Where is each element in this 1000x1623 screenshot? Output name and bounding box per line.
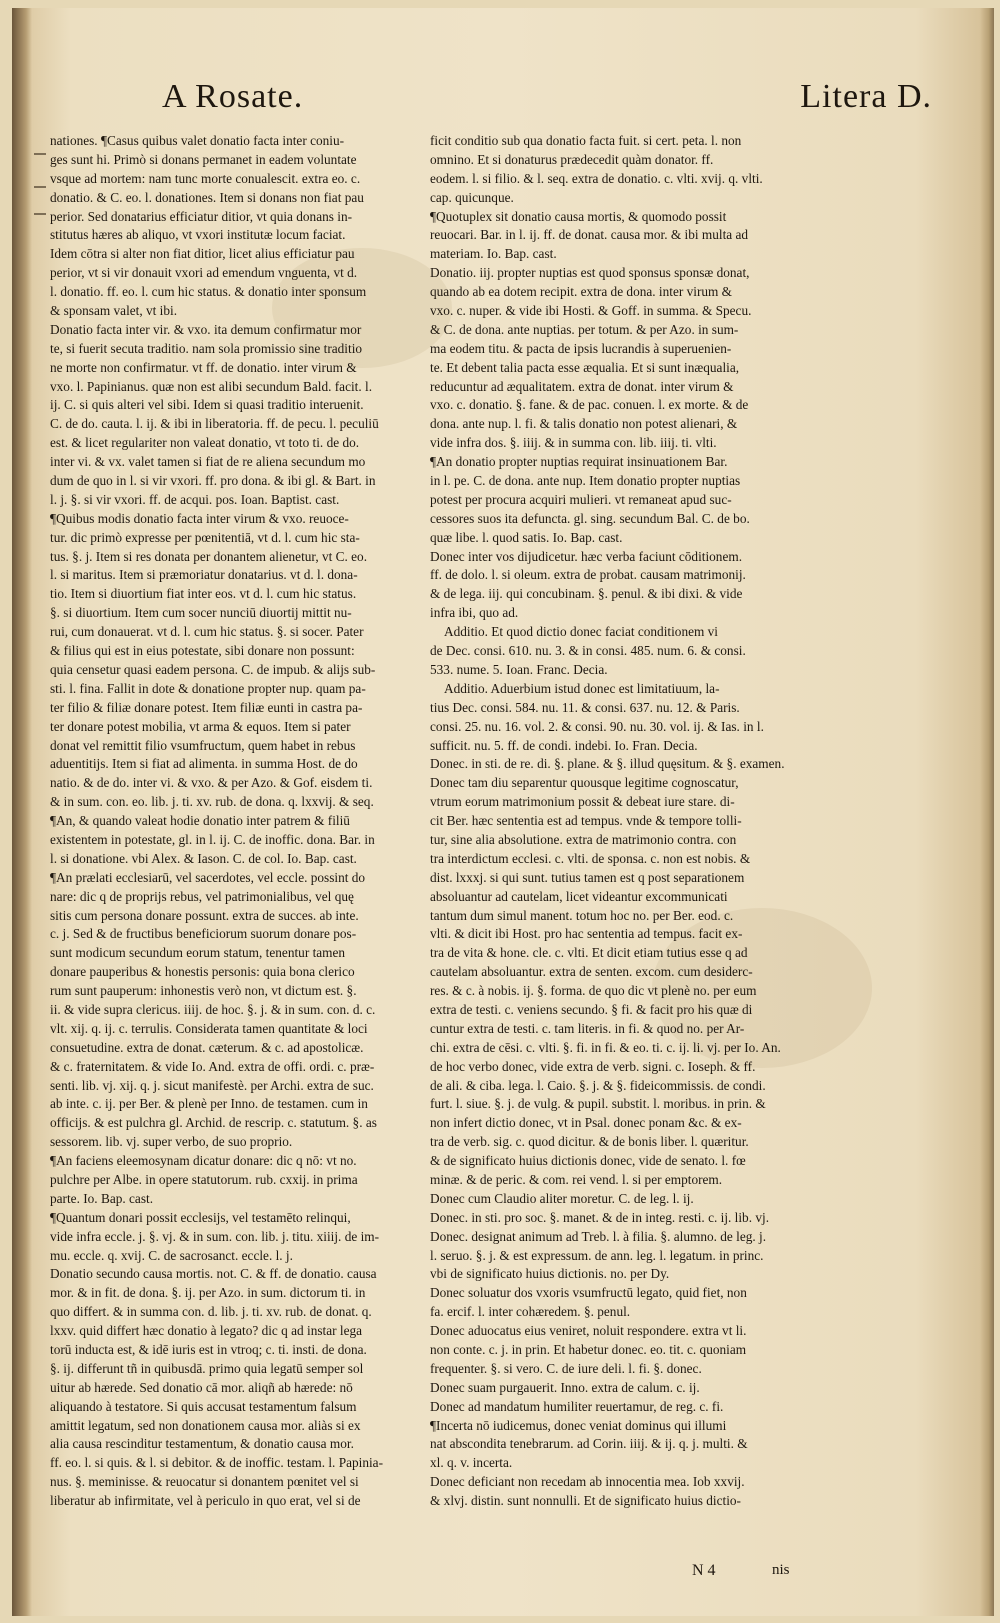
- text-line: chi. extra de cēsi. c. vlti. §. fi. in fi. & eo. ti. c. ij. li. vj. per Io. An.: [430, 1039, 781, 1055]
- text-line: cit Ber. hæc sententia est ad tempus. vnde & tempore tolli-: [430, 813, 742, 829]
- text-line: vsque ad mortem: nam tunc morte conualescit. extra eo. c.: [50, 170, 361, 186]
- text-line: perior, vt si vir donauit vxori ad emendum vnguenta, vt d.: [50, 265, 358, 281]
- text-line: in l. pe. C. de dona. ante nup. Item donatio propter nuptias: [430, 473, 741, 489]
- text-line: & filius qui est in eius potestate, sibi donare non possunt:: [50, 643, 355, 659]
- text-line: donatio. & C. eo. l. donationes. Item si donans non fiat pau: [50, 189, 364, 205]
- text-line: res. & c. à nobis. ij. §. forma. de quo dic vt plenè no. per eum: [430, 983, 757, 999]
- text-line: rum sunt pauperum: inhonestis verò non, vt dictum est. §.: [50, 983, 357, 999]
- text-line: nationes. ¶Casus quibus valet donatio facta inter coniu-: [50, 133, 345, 148]
- text-line: ¶An prælati ecclesiarū, vel sacerdotes, vel eccle. possint do: [50, 869, 366, 885]
- text-line: furt. l. siue. §. j. de vulg. & pupil. substit. l. moribus. in prin. &: [430, 1096, 766, 1112]
- book-page: [12, 8, 994, 1616]
- text-line: & de significato huius dictionis donec, vide de senato. l. fœ: [430, 1153, 746, 1169]
- text-line: torū inducta est, & idē iuris est in vtroq; c. ti. insti. de dona.: [50, 1342, 367, 1357]
- text-line: tius Dec. consi. 584. nu. 11. & consi. 637. nu. 12. & Paris.: [430, 699, 740, 715]
- text-line: quæ libe. l. quod satis. Io. Bap. cast.: [430, 529, 623, 545]
- text-line: cessores suos ita defuncta. gl. sing. secundum Bal. C. de bo.: [430, 510, 750, 526]
- text-line: §. ij. differunt tñ in quibusdā. primo quia legatū semper sol: [50, 1360, 364, 1376]
- text-line: aduentitijs. Item si fiat ad alimenta. in summa Host. de do: [50, 756, 358, 772]
- text-line: mor. & in fit. de dona. §. ij. per Azo. in sum. dictorum ti. in: [50, 1285, 366, 1301]
- text-line: vxo. c. nuper. & vide ibi Hosti. & Goff. in summa. & Specu.: [430, 303, 752, 319]
- text-line: vlti. & dicit ibi Host. pro hac sententia ad tempus. facit ex-: [430, 926, 743, 942]
- text-line: Additio. Et quod dictio donec faciat conditionem vi: [444, 624, 719, 640]
- text-line: ficit conditio sub qua donatio facta fuit. si cert. peta. l. non: [430, 133, 742, 148]
- text-line: tra de verb. sig. c. quod dicitur. & de bonis liber. l. quæritur.: [430, 1134, 749, 1150]
- text-line: Donec. designat animum ad Treb. l. à filia. §. alumno. de leg. j.: [430, 1228, 767, 1244]
- text-line: vide infra dos. §. iiij. & in summa con. lib. iiij. ti. vlti.: [430, 435, 717, 451]
- text-line: ab inte. c. ij. per Ber. & plenè per Inno. de testamen. cum in: [50, 1096, 368, 1112]
- text-line: vtrum eorum matrimonium possit & debeat iure stare. di-: [430, 794, 735, 810]
- text-line: ff. eo. l. si quis. & l. si debitor. & de inoffic. testam. l. Papinia-: [50, 1455, 383, 1471]
- text-line: quia censetur quasi eadem persona. C. de impub. & alijs sub-: [50, 661, 376, 677]
- text-line: xl. q. v. incerta.: [430, 1455, 513, 1471]
- text-line: alia causa rescinditur testamentum, & donatio causa mor.: [50, 1436, 354, 1452]
- signature-mark: N 4: [692, 1562, 716, 1579]
- text-line: eodem. l. si filio. & l. seq. extra de donatio. c. vlti. xvij. q. vlti.: [430, 170, 763, 186]
- header-left: A Rosate.: [162, 78, 304, 115]
- text-line: omnino. Et si donaturus prædecedit quàm donator. ff.: [430, 151, 714, 167]
- page-edge: [980, 8, 994, 1616]
- text-line: Donec. in sti. pro soc. §. manet. & de in integ. resti. c. ij. lib. vj.: [430, 1209, 770, 1225]
- text-line: Donatio. iij. propter nuptias est quod sponsus sponsæ donat,: [430, 265, 750, 281]
- text-line: & sponsam valet, vt ibi.: [50, 303, 178, 319]
- text-line: ff. de dolo. l. si oleum. extra de probat. causam matrimonij.: [430, 567, 746, 583]
- text-line: ma eodem titu. & pacta de ipsis lucrandis à superuenien-: [430, 340, 732, 356]
- marginal-mark: [34, 153, 46, 165]
- text-line: Idem cōtra si alter non fiat ditior, licet alius efficiatur pau: [50, 246, 355, 262]
- text-line: potest per procura acquiri mulieri. vt remaneat apud suc-: [430, 491, 732, 507]
- text-line: amittit legatum, sed non donationem causa mor. aliàs si ex: [50, 1417, 361, 1433]
- text-line: vlt. xij. q. ij. c. terrulis. Considerata tamen quantitate & loci: [50, 1020, 368, 1036]
- binding-gutter: [12, 8, 32, 1616]
- text-line: extra de testi. c. veniens secundo. § fi. & facit pro his quæ di: [430, 1001, 753, 1017]
- text-line: de ali. & ciba. lega. l. Caio. §. j. & §. fideicommissis. de condi.: [430, 1077, 766, 1093]
- text-line: Donec tam diu separentur quousque legitime cognoscatur,: [430, 775, 739, 791]
- text-line: de Dec. consi. 610. nu. 3. & in consi. 485. num. 6. & consi.: [430, 643, 746, 659]
- text-line: sti. l. fina. Fallit in dote & donatione propter nup. quam pa-: [50, 680, 366, 696]
- text-line: 533. nume. 5. Ioan. Franc. Decia.: [430, 661, 608, 677]
- text-line: donare pauperibus & honestis personis: quia bona clerico: [50, 964, 355, 980]
- text-line: c. j. Sed & de fructibus beneficiorum suorum donare pos-: [50, 926, 357, 942]
- text-line: Additio. Aduerbium istud donec est limitatiuum, la-: [444, 680, 720, 696]
- text-line: Donatio facta inter vir. & vxo. ita demum confirmatur mor: [50, 321, 362, 337]
- text-line: nus. §. meminisse. & reuocatur si donantem pœnitet vel si: [50, 1474, 359, 1490]
- header-right: Litera D.: [800, 78, 932, 115]
- text-line: ¶Incerta nō iudicemus, donec veniat dominus qui illumi: [430, 1417, 727, 1433]
- text-line: Donatio secundo causa mortis. not. C. & ff. de donatio. causa: [50, 1266, 377, 1282]
- text-line: ter donare potest mobilia, vt arma & equos. Item si pater: [50, 718, 351, 734]
- text-line: ¶Quibus modis donatio facta inter virum & vxo. reuoce-: [50, 510, 349, 526]
- text-line: lxxv. quid differt hæc donatio à legato? dic q ad instar lega: [50, 1323, 363, 1339]
- text-line: vxo. c. donatio. §. fane. & de pac. conuen. l. ex morte. & de: [430, 397, 749, 413]
- text-line: tur. dic primò expresse per pœnitentiā, vt d. l. cum hic sta-: [50, 529, 360, 545]
- text-line: frequenter. §. si vero. C. de iure deli. l. fi. §. donec.: [430, 1360, 702, 1376]
- running-header: [162, 78, 932, 128]
- text-line: tus. §. j. Item si res donata per donantem alienetur, vt C. eo.: [50, 548, 368, 564]
- text-line: est. & licet regulariter non valeat donatio, vt toto ti. de do.: [50, 435, 360, 451]
- text-line: ¶An faciens eleemosynam dicatur donare: dic q nō: vt no.: [50, 1153, 357, 1169]
- text-line: l. si donatione. vbi Alex. & Iason. C. de col. Io. Bap. cast.: [50, 850, 357, 866]
- text-line: perior. Sed donatarius efficiatur ditior, vt quia donans in-: [50, 208, 353, 224]
- text-line: absoluantur ad cautelam, licet videantur excommunicati: [430, 888, 728, 904]
- text-line: minæ. & de peric. & com. rei vend. l. si per emptorem.: [430, 1171, 723, 1187]
- text-line: vbi de significato huius dictionis. no. per Dy.: [430, 1266, 670, 1282]
- text-line: ii. & vide supra clericus. iiij. de hoc. §. j. & in sum. con. d. c.: [50, 1001, 376, 1017]
- text-line: ¶An donatio propter nuptias requirat insinuationem Bar.: [430, 454, 728, 470]
- text-line: l. donatio. ff. eo. l. cum hic status. & donatio inter sponsum: [50, 284, 367, 300]
- text-line: uitur ab hærede. Sed donatio cā mor. aliqñ ab hærede: nō: [50, 1379, 353, 1395]
- left-column: [50, 132, 444, 1511]
- text-line: ij. C. si quis alteri vel sibi. Idem si quasi traditio interuenit.: [50, 397, 364, 413]
- text-line: non conte. c. j. in prin. Et habetur donec. eo. tit. c. quoniam: [430, 1342, 747, 1357]
- text-line: donat vel remittit filio vsumfructum, quem habet in rebus: [50, 737, 356, 753]
- text-line: te, si fuerit secuta traditio. nam sola promissio sine traditio: [50, 340, 363, 356]
- text-line: Donec ad mandatum humiliter reuertamur, de reg. c. fi.: [430, 1398, 724, 1414]
- text-line: & C. de dona. ante nuptias. per totum. & per Azo. in sum-: [430, 321, 739, 337]
- text-line: inter vi. & vx. valet tamen si fiat de re aliena secundum mo: [50, 454, 366, 470]
- text-line: ges sunt hi. Primò si donans permanet in eadem voluntate: [50, 151, 357, 167]
- text-line: officijs. & est pulchra gl. Archid. de rescrip. c. statutum. §. as: [50, 1115, 377, 1131]
- text-line: tra de vita & hone. cle. c. vlti. Et dicit etiam tutius esse q ad: [430, 945, 748, 961]
- text-line: existentem in potestate, gl. in l. ij. C. de inoffic. dona. Bar. in: [50, 831, 375, 847]
- catchword: nis: [772, 1562, 790, 1578]
- text-line: senti. lib. vj. xij. q. j. sicut manifestè. per Archi. extra de suc.: [50, 1077, 374, 1093]
- text-line: & c. fraternitatem. & vide Io. And. extra de offi. ordi. c. præ-: [50, 1058, 375, 1074]
- text-line: cap. quicunque.: [430, 189, 514, 205]
- text-line: tra interdictum ecclesi. c. vlti. de sponsa. c. non est nobis. &: [430, 850, 751, 866]
- text-line: de hoc verbo donec, vide extra de verb. signi. c. Ioseph. & ff.: [430, 1058, 756, 1074]
- text-line: consuetudine. extra de donat. cæterum. & c. ad apostolicæ.: [50, 1039, 364, 1055]
- text-line: te. Et debent talia pacta esse æqualia. Et si sunt inæqualia,: [430, 359, 740, 375]
- right-column: [430, 132, 962, 1511]
- text-line: vide infra eccle. j. §. vj. & in sum. con. lib. j. titu. xiiij. de im-: [50, 1228, 380, 1244]
- text-line: ¶An, & quando valeat hodie donatio inter patrem & filiū: [50, 813, 350, 829]
- text-line: cuntur extra de testi. c. tam literis. in fi. & quod no. per Ar-: [430, 1020, 745, 1036]
- text-line: non infert dictio donec, vt in Psal. donec ponam &c. & ex-: [430, 1115, 742, 1131]
- text-line: quando ab ea dotem recipit. extra de dona. inter virum &: [430, 284, 733, 300]
- text-line: fa. ercif. l. inter cohæredem. §. penul.: [430, 1304, 631, 1320]
- text-line: sufficit. nu. 5. ff. de condi. indebi. Io. Fran. Decia.: [430, 737, 698, 753]
- text-line: ne morte non confirmatur. vt ff. de donatio. inter virum &: [50, 359, 357, 375]
- text-line: l. seruo. §. j. & est expressum. de ann. leg. l. legatum. in princ.: [430, 1247, 764, 1263]
- text-line: natio. & de do. inter vi. & vxo. & per Azo. & Gof. eisdem ti.: [50, 775, 373, 791]
- text-line: l. j. §. si vir vxori. ff. de acqui. pos. Ioan. Baptist. cast.: [50, 491, 340, 507]
- text-line: parte. Io. Bap. cast.: [50, 1190, 154, 1206]
- text-line: sunt modicum secundum eorum statum, tenentur tamen: [50, 945, 346, 961]
- text-line: sessorem. lib. vj. super verbo, de suo proprio.: [50, 1134, 293, 1150]
- marginal-mark: [34, 213, 46, 225]
- text-line: & de lega. iij. qui concubinam. §. penul. & ibi dixi. & vide: [430, 586, 743, 602]
- text-line: Donec inter vos dijudicetur. hæc verba faciunt cōditionem.: [430, 548, 743, 564]
- text-line: & xlvj. distin. sunt nonnulli. Et de significato huius dictio-: [430, 1493, 741, 1509]
- text-line: consi. 25. nu. 16. vol. 2. & consi. 90. nu. 30. vol. ij. & Ias. in l.: [430, 718, 764, 734]
- text-line: reducuntur ad æqualitatem. extra de donat. inter virum &: [430, 378, 734, 394]
- text-line: reuocari. Bar. in l. ij. ff. de donat. causa mor. & ibi multa ad: [430, 227, 749, 243]
- text-line: quo differt. & in summa con. d. lib. j. ti. xv. rub. de donat. q.: [50, 1304, 372, 1320]
- text-line: infra ibi, quo ad.: [430, 605, 519, 621]
- text-line: sitis cum persona donare possunt. extra de succes. ab inte.: [50, 907, 359, 923]
- text-line: dum de quo in l. si vir vxori. ff. pro dona. & ibi gl. & Bart. in: [50, 473, 376, 489]
- text-line: liberatur ab infirmitate, vel à periculo in quo erat, vel si de: [50, 1493, 361, 1509]
- text-line: Donec soluatur dos vxoris vsumfructū legato, quid fiet, non: [430, 1285, 747, 1301]
- text-line: rui, cum donauerat. vt d. l. cum hic status. §. si socer. Pater: [50, 624, 364, 640]
- text-line: stitutus hæres ab aliquo, vt vxori institutæ locum faciat.: [50, 227, 346, 243]
- text-line: dist. lxxxj. si qui sunt. tutius tamen est q post separationem: [430, 869, 745, 885]
- text-line: ¶Quantum donari possit ecclesijs, vel testamēto relinqui,: [50, 1209, 351, 1225]
- text-line: & in sum. con. eo. lib. j. ti. xv. rub. de dona. q. lxxvij. & seq.: [50, 794, 374, 810]
- text-line: C. de do. cauta. l. ij. & ibi in liberatoria. ff. de pecu. l. peculiū: [50, 416, 379, 432]
- text-line: ter filio & filiæ donare potest. Item filiæ eunti in castra pa-: [50, 699, 363, 715]
- text-line: nare: dic q de proprijs rebus, vel patrimonialibus, vel quę: [50, 888, 354, 904]
- text-line: dona. ante nup. l. fi. & talis donatio non potest alienari, &: [430, 416, 738, 432]
- text-line: aliquando à testatore. Si quis accusat testamentum falsum: [50, 1398, 357, 1414]
- text-line: pulchre per Albe. in opere statutorum. rub. cxxij. in prima: [50, 1171, 358, 1187]
- text-line: Donec deficiant non recedam ab innocentia mea. Iob xxvij.: [430, 1474, 745, 1490]
- text-line: tio. Item si diuortium fiat inter eos. vt d. l. cum hic status.: [50, 586, 357, 602]
- text-line: vxo. l. Papinianus. quæ non est alibi secundum Bald. facit. l.: [50, 378, 373, 394]
- text-line: §. si diuortium. Item cum socer nunciū diuortij mittit nu-: [50, 605, 352, 621]
- text-line: l. si maritus. Item si præmoriatur donatarius. vt d. l. dona-: [50, 567, 358, 583]
- text-line: Donec. in sti. de re. di. §. plane. & §. illud quęsitum. & §. examen.: [430, 756, 785, 772]
- text-line: Donec suam purgauerit. Inno. extra de calum. c. ij.: [430, 1379, 700, 1395]
- text-line: materiam. Io. Bap. cast.: [430, 246, 557, 262]
- text-line: Donec cum Claudio aliter moretur. C. de leg. l. ij.: [430, 1190, 694, 1206]
- text-line: tantum dum simul manent. totum hoc no. per Ber. eod. c.: [430, 907, 734, 923]
- text-line: mu. eccle. q. xvij. C. de sacrosanct. eccle. l. j.: [50, 1247, 293, 1263]
- marginal-mark: [34, 186, 46, 198]
- text-line: ¶Quotuplex sit donatio causa mortis, & quomodo possit: [430, 208, 727, 224]
- text-line: nat abscondita tenebrarum. ad Corin. iiij. & ij. q. j. multi. &: [430, 1436, 748, 1452]
- text-line: cautelam absoluantur. extra de senten. excom. cum desiderc-: [430, 964, 753, 980]
- text-line: tur, sine alia absolutione. extra de matrimonio contra. con: [430, 831, 737, 847]
- text-line: Donec aduocatus eius veniret, noluit respondere. extra vt li.: [430, 1323, 747, 1339]
